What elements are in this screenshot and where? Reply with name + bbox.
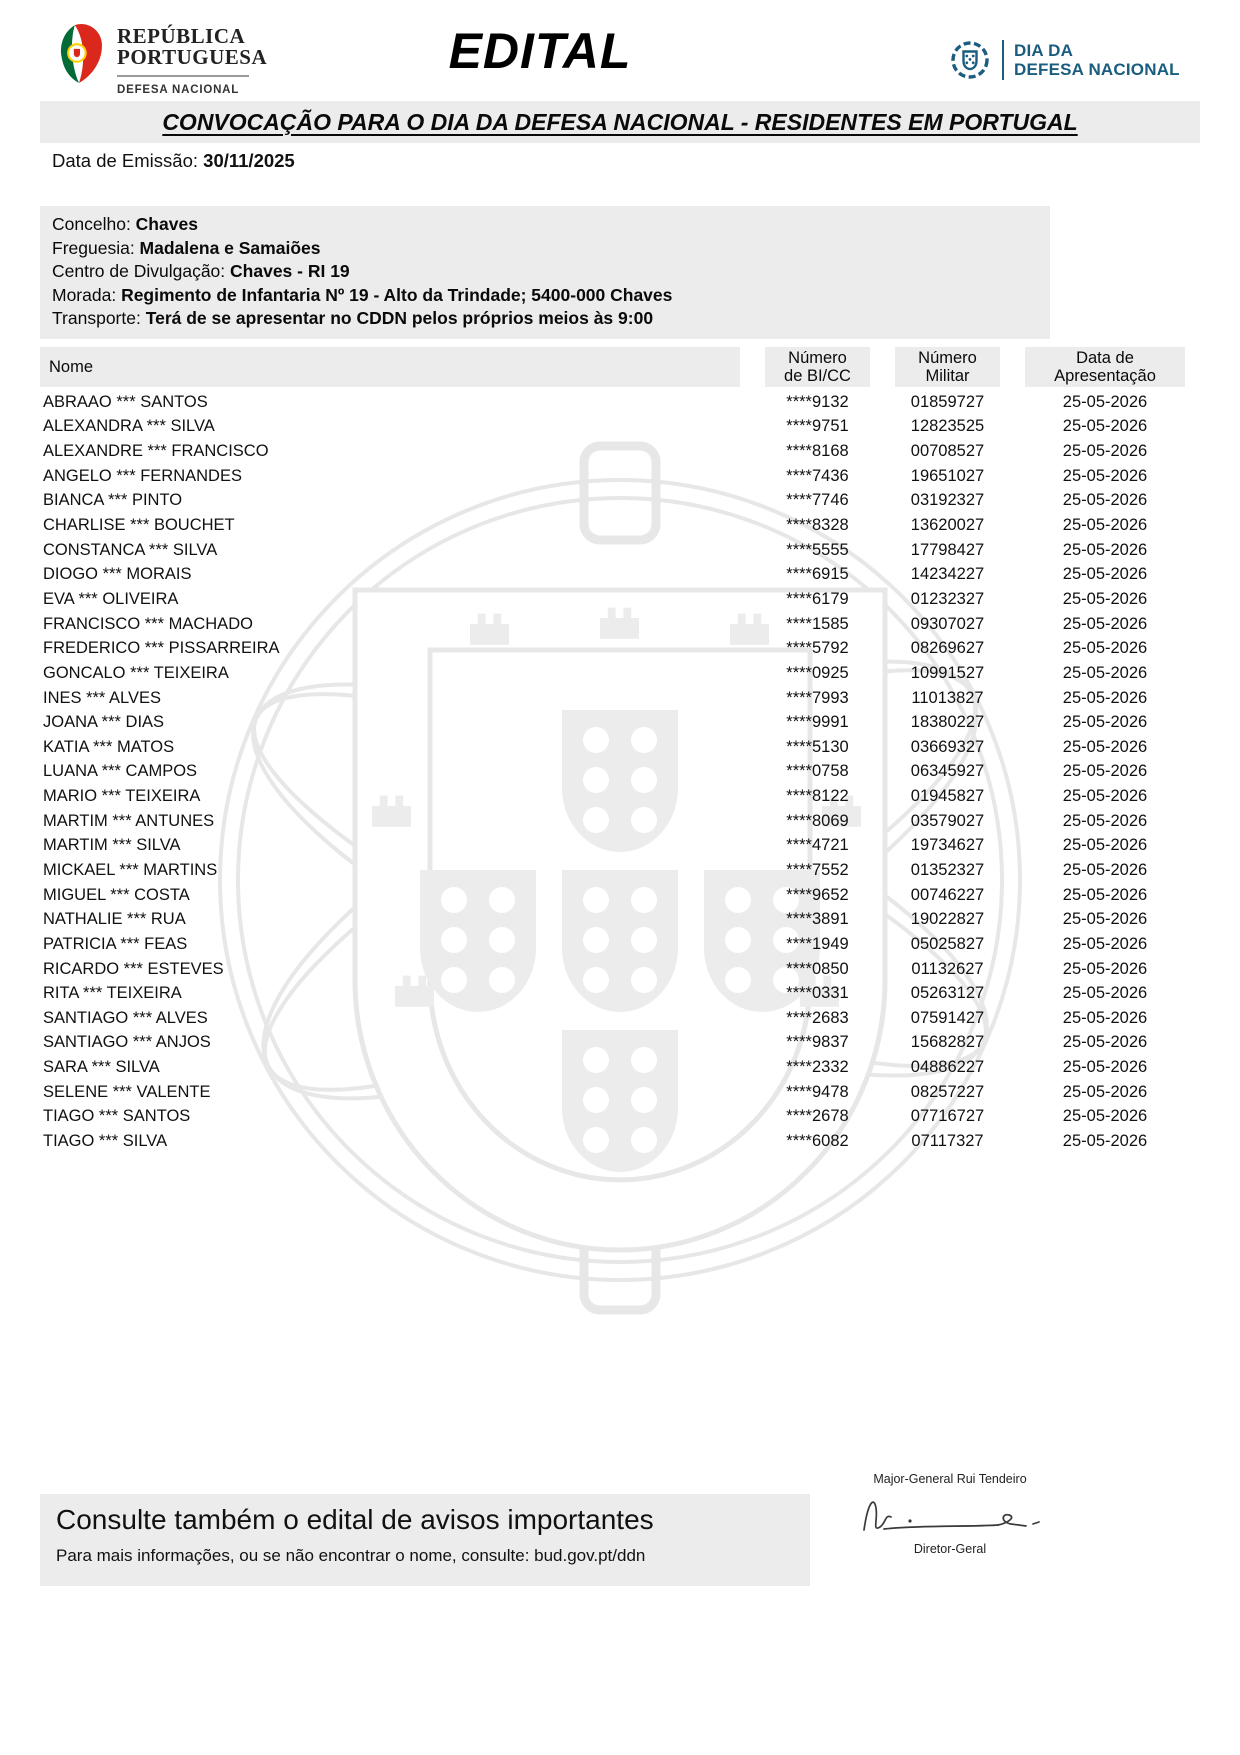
cell-date: 25-05-2026	[1062, 836, 1148, 855]
convocation-title: CONVOCAÇÃO PARA O DIA DA DEFESA NACIONAL - RESIDENTES EM PORTUGAL	[162, 108, 1078, 135]
cell-date: 25-05-2026	[1062, 516, 1148, 535]
cell-militar: 00746227	[910, 885, 985, 904]
info-line	[52, 260, 1038, 284]
table-row	[40, 1006, 1185, 1031]
cell-name: KATIA *** MATOS	[43, 737, 175, 756]
roster-body	[40, 390, 1185, 1154]
cell-name: ABRAAO *** SANTOS	[43, 392, 208, 411]
table-row	[40, 562, 1185, 587]
column-header: Data de Apresentação	[1025, 347, 1185, 387]
cell-bicc: ****2678	[786, 1107, 849, 1126]
dia-defesa-nacional-logo	[950, 40, 1180, 80]
cell-militar: 03669327	[910, 737, 985, 756]
cell-name: MICKAEL *** MARTINS	[43, 860, 218, 879]
cell-date: 25-05-2026	[1062, 392, 1148, 411]
info-line	[52, 307, 1038, 331]
cell-name: FRANCISCO *** MACHADO	[43, 614, 253, 633]
cell-name: EVA *** OLIVEIRA	[43, 589, 179, 608]
cell-bicc: ****7746	[786, 491, 849, 510]
table-row	[40, 1031, 1185, 1056]
cell-name: ALEXANDRE *** FRANCISCO	[43, 442, 269, 461]
cell-militar: 01859727	[910, 392, 985, 411]
cell-date: 25-05-2026	[1062, 959, 1148, 978]
table-row	[40, 686, 1185, 711]
info-value: Terá de se apresentar no CDDN pelos próprios meios às 9:00	[145, 308, 654, 328]
cell-name: JOANA *** DIAS	[43, 713, 165, 732]
cell-date: 25-05-2026	[1062, 1058, 1148, 1077]
convocation-banner	[40, 101, 1200, 143]
table-row	[40, 883, 1185, 908]
cell-militar: 10991527	[910, 663, 985, 682]
cell-bicc: ****5130	[786, 737, 849, 756]
cell-name: TIAGO *** SILVA	[43, 1132, 168, 1151]
cell-militar: 05025827	[910, 934, 985, 953]
info-value: Chaves - RI 19	[230, 261, 350, 281]
table-row	[40, 710, 1185, 735]
cell-date: 25-05-2026	[1062, 540, 1148, 559]
cell-date: 25-05-2026	[1062, 934, 1148, 953]
cell-date: 25-05-2026	[1062, 417, 1148, 436]
cell-militar: 19022827	[910, 910, 985, 929]
cell-militar: 01232327	[910, 589, 985, 608]
cell-militar: 08257227	[910, 1082, 985, 1101]
cell-date: 25-05-2026	[1062, 885, 1148, 904]
info-label: Concelho:	[52, 214, 136, 234]
page-title: EDITAL	[448, 23, 632, 79]
cell-name: SARA *** SILVA	[43, 1058, 160, 1077]
info-line	[52, 284, 1038, 308]
info-value: Regimento de Infantaria Nº 19 - Alto da Trindade; 5400-000 Chaves	[121, 284, 673, 305]
table-row	[40, 587, 1185, 612]
cell-bicc: ****8069	[786, 811, 849, 830]
cell-bicc: ****0925	[786, 663, 849, 682]
cell-date: 25-05-2026	[1062, 713, 1148, 732]
cell-militar: 17798427	[910, 540, 985, 559]
cell-name: GONCALO *** TEIXEIRA	[43, 663, 229, 682]
cell-name: FREDERICO *** PISSARREIRA	[43, 639, 280, 658]
roster-table	[40, 347, 1185, 1154]
cell-date: 25-05-2026	[1062, 1082, 1148, 1101]
info-value: Madalena e Samaiões	[139, 237, 321, 258]
cell-date: 25-05-2026	[1062, 639, 1148, 658]
table-row	[40, 1129, 1185, 1154]
cell-date: 25-05-2026	[1062, 614, 1148, 633]
info-label: Transporte:	[52, 308, 146, 328]
cell-militar: 01945827	[910, 787, 985, 806]
cell-date: 25-05-2026	[1062, 1008, 1148, 1027]
cell-name: ANGELO *** FERNANDES	[43, 466, 242, 485]
cell-militar: 04886227	[910, 1058, 985, 1077]
table-row	[40, 809, 1185, 834]
cell-militar: 11013827	[911, 688, 984, 707]
table-row	[40, 957, 1185, 982]
logo-divider	[117, 75, 249, 77]
cell-bicc: ****2683	[786, 1008, 849, 1027]
cell-bicc: ****0331	[786, 984, 849, 1003]
cell-date: 25-05-2026	[1062, 663, 1148, 682]
signer-title: Diretor-Geral	[913, 1542, 987, 1556]
cell-militar: 03579027	[910, 811, 985, 830]
cell-date: 25-05-2026	[1062, 589, 1148, 608]
cell-date: 25-05-2026	[1062, 762, 1148, 781]
footer-info: Para mais informações, ou se não encontrar o nome, consulte: bud.gov.pt/ddn	[56, 1546, 646, 1565]
table-row	[40, 760, 1185, 785]
cell-name: SELENE *** VALENTE	[43, 1082, 211, 1101]
table-row	[40, 858, 1185, 883]
cell-name: SANTIAGO *** ALVES	[43, 1008, 208, 1027]
column-header: Número Militar	[895, 347, 1000, 387]
table-row	[40, 1105, 1185, 1130]
cell-bicc: ****6179	[786, 589, 849, 608]
cell-date: 25-05-2026	[1062, 860, 1148, 879]
cell-militar: 07117327	[911, 1132, 984, 1151]
cell-date: 25-05-2026	[1062, 787, 1148, 806]
cell-bicc: ****2332	[786, 1058, 849, 1077]
cell-bicc: ****9132	[786, 392, 849, 411]
cell-bicc: ****1585	[786, 614, 849, 633]
logo-line2: PORTUGUESA	[117, 45, 268, 69]
cell-date: 25-05-2026	[1062, 984, 1148, 1003]
cell-date: 25-05-2026	[1062, 491, 1148, 510]
footer-notice: Consulte também o edital de avisos importantes	[56, 1504, 654, 1535]
table-row	[40, 784, 1185, 809]
info-label: Freguesia:	[52, 237, 140, 258]
cell-name: CHARLISE *** BOUCHET	[43, 516, 235, 535]
cell-name: MARTIM *** SILVA	[43, 836, 181, 855]
table-row	[40, 834, 1185, 859]
table-row	[40, 981, 1185, 1006]
cell-bicc: ****6915	[786, 565, 849, 584]
info-value: Chaves	[135, 214, 198, 234]
roster-header	[40, 347, 1185, 387]
cell-militar: 07591427	[910, 1008, 985, 1027]
cell-militar: 13620027	[910, 516, 985, 535]
cell-bicc: ****9991	[786, 713, 849, 732]
cell-militar: 03192327	[910, 491, 985, 510]
cell-name: RICARDO *** ESTEVES	[43, 959, 224, 978]
cell-name: ALEXANDRA *** SILVA	[43, 417, 215, 436]
table-row	[40, 932, 1185, 957]
info-label: Centro de Divulgação:	[52, 261, 231, 281]
logo-line1: REPÚBLICA	[117, 24, 246, 48]
table-row	[40, 907, 1185, 932]
table-row	[40, 538, 1185, 563]
cell-militar: 05263127	[910, 984, 985, 1003]
cell-name: NATHALIE *** RUA	[43, 910, 186, 929]
cell-name: PATRICIA *** FEAS	[43, 934, 188, 953]
cell-name: RITA *** TEIXEIRA	[43, 984, 182, 1003]
cell-bicc: ****9652	[786, 885, 849, 904]
cell-name: INES *** ALVES	[43, 688, 162, 707]
cell-name: MARIO *** TEIXEIRA	[43, 787, 201, 806]
ddn-emblem-icon	[950, 40, 990, 80]
signature-block	[820, 1472, 1080, 1556]
cell-militar: 07716727	[910, 1107, 985, 1126]
emission-date-label: Data de Emissão:	[52, 150, 199, 171]
cell-militar: 12823525	[910, 417, 985, 436]
table-row	[40, 489, 1185, 514]
table-row	[40, 390, 1185, 415]
cell-date: 25-05-2026	[1062, 1132, 1148, 1151]
cell-militar: 15682827	[910, 1033, 985, 1052]
cell-militar: 19651027	[910, 466, 985, 485]
cell-militar: 09307027	[910, 614, 985, 633]
emission-date-value: 30/11/2025	[203, 150, 295, 171]
cell-bicc: ****9837	[786, 1033, 849, 1052]
cell-bicc: ****9751	[786, 417, 849, 436]
cell-name: MARTIM *** ANTUNES	[43, 811, 215, 830]
cell-name: LUANA *** CAMPOS	[43, 762, 198, 781]
signer-name: Major-General Rui Tendeiro	[873, 1472, 1027, 1486]
cell-militar: 14234227	[910, 565, 985, 584]
logo-subtitle: DEFESA NACIONAL	[117, 84, 240, 96]
cell-bicc: ****8328	[786, 516, 849, 535]
cell-bicc: ****1949	[786, 934, 849, 953]
cell-bicc: ****7993	[786, 688, 849, 707]
info-line	[52, 213, 1038, 237]
cell-militar: 01132627	[911, 959, 984, 978]
cell-bicc: ****0758	[786, 762, 849, 781]
cell-name: CONSTANCA *** SILVA	[43, 540, 218, 559]
cell-bicc: ****8168	[786, 442, 849, 461]
cell-date: 25-05-2026	[1062, 688, 1148, 707]
table-row	[40, 661, 1185, 686]
cell-bicc: ****6082	[786, 1132, 849, 1151]
cell-bicc: ****9478	[786, 1082, 849, 1101]
table-row	[40, 439, 1185, 464]
info-line	[52, 237, 1038, 261]
cell-name: SANTIAGO *** ANJOS	[43, 1033, 211, 1052]
republica-portuguesa-logo	[55, 22, 267, 96]
portugal-flag-icon	[55, 22, 105, 86]
cell-bicc: ****8122	[786, 787, 849, 806]
cell-date: 25-05-2026	[1062, 466, 1148, 485]
cell-date: 25-05-2026	[1062, 1033, 1148, 1052]
cell-name: DIOGO *** MORAIS	[43, 565, 192, 584]
cell-date: 25-05-2026	[1062, 442, 1148, 461]
info-label: Morada:	[52, 284, 122, 305]
cell-bicc: ****0850	[786, 959, 849, 978]
emission-date-line	[52, 150, 295, 172]
column-header: Número de BI/CC	[765, 347, 870, 387]
table-row	[40, 415, 1185, 440]
info-block	[40, 206, 1050, 339]
cell-name: BIANCA *** PINTO	[43, 491, 183, 510]
cell-bicc: ****5555	[786, 540, 849, 559]
ddn-line1: DIA DA	[1014, 41, 1074, 60]
table-row	[40, 612, 1185, 637]
cell-militar: 19734627	[910, 836, 985, 855]
footer-notice-bar	[40, 1494, 810, 1586]
cell-name: TIAGO *** SANTOS	[43, 1107, 191, 1126]
logo-vertical-divider	[1002, 40, 1004, 80]
cell-bicc: ****4721	[786, 836, 849, 855]
cell-date: 25-05-2026	[1062, 811, 1148, 830]
ddn-line2: DEFESA NACIONAL	[1014, 60, 1180, 79]
table-row	[40, 464, 1185, 489]
table-row	[40, 636, 1185, 661]
cell-bicc: ****7552	[786, 860, 849, 879]
cell-militar: 00708527	[910, 442, 985, 461]
signature-icon	[850, 1488, 1050, 1540]
table-row	[40, 1055, 1185, 1080]
cell-militar: 18380227	[910, 713, 985, 732]
cell-date: 25-05-2026	[1062, 910, 1148, 929]
cell-date: 25-05-2026	[1062, 737, 1148, 756]
cell-militar: 06345927	[910, 762, 985, 781]
cell-bicc: ****5792	[786, 639, 849, 658]
cell-bicc: ****3891	[786, 910, 849, 929]
table-row	[40, 735, 1185, 760]
cell-bicc: ****7436	[786, 466, 849, 485]
table-row	[40, 1080, 1185, 1105]
cell-date: 25-05-2026	[1062, 1107, 1148, 1126]
table-row	[40, 513, 1185, 538]
column-header: Nome	[40, 347, 740, 387]
cell-militar: 01352327	[910, 860, 985, 879]
cell-date: 25-05-2026	[1062, 565, 1148, 584]
cell-name: MIGUEL *** COSTA	[43, 885, 190, 904]
cell-militar: 08269627	[910, 639, 985, 658]
